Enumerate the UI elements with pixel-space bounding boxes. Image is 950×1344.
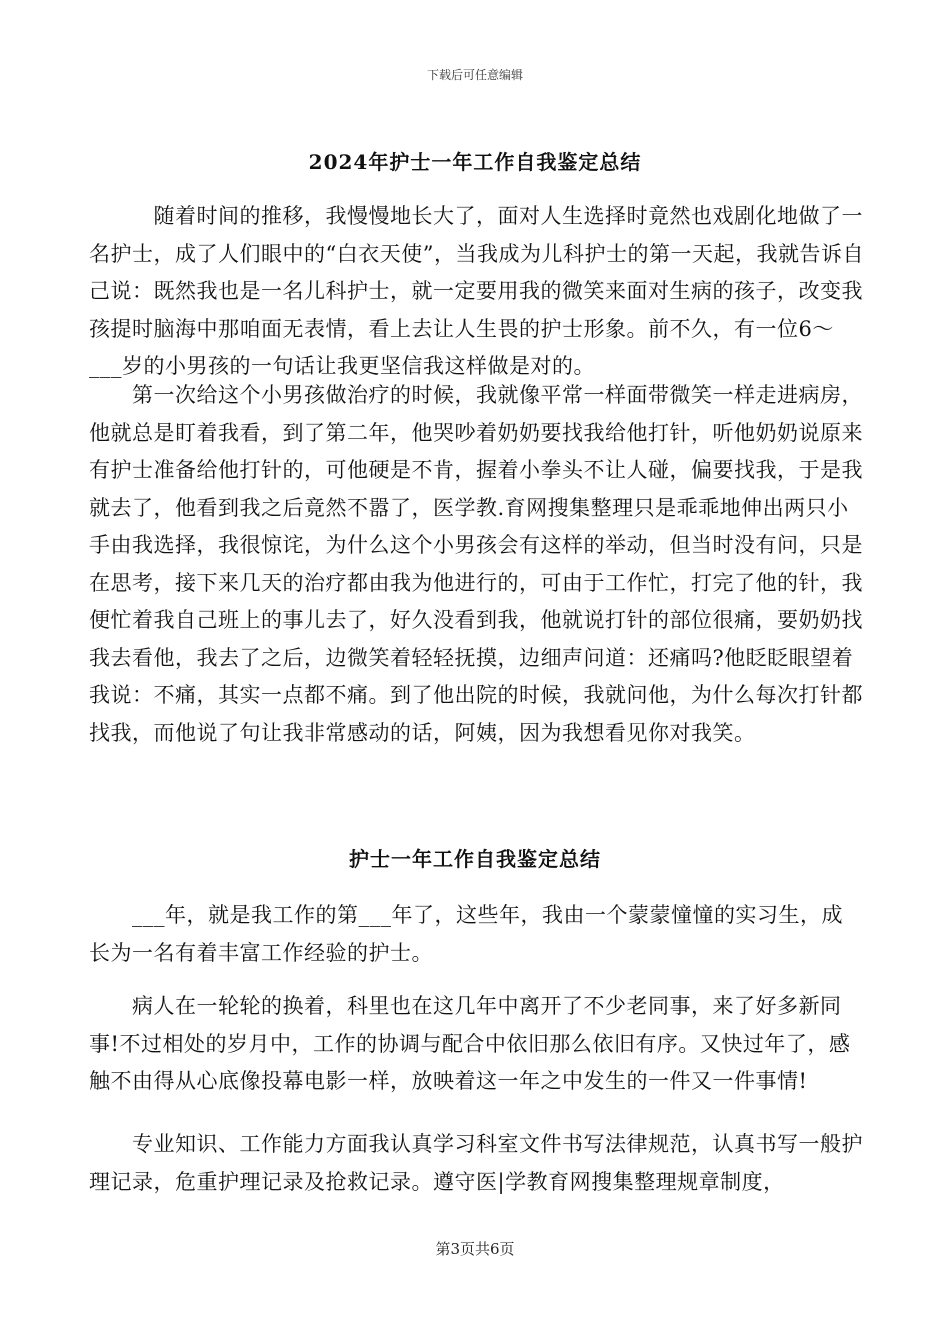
paragraph (89, 198, 864, 386)
paragraph-text: 专业知识、工作能力方面我认真学习科室文件书写法律规范，认真书写一般护理记录，危重护理记录及抢救记录。遵守医|学教育网搜集整理规章制度， (89, 1132, 863, 1194)
paragraph (89, 1126, 864, 1201)
paragraph (89, 897, 864, 972)
paragraph-text: 第一次给这个小男孩做治疗的时候，我就像平常一样面带微笑一样走进病房，他就总是盯着我看，到了第二年，他哭吵着奶奶要找我给他打针，听他奶奶说原来有护士准备给他打针的，可他硬是不肯，握着小拳头不让人碰，偏要找我，于是我就去了，他看到我之后竟然不嚣了，医学教.育网搜集整理只是乖乖地伸出两只小手由我选择，我很惊诧，为什么这个小男孩会有这样的举动，但当时没有问，只是在思考，接下来几天的治疗都由我为他进行的，可由于工作忙，打完了他的针，我便忙着我自己班上的事儿去了，好久没看到我，他就说打针的部位很痛，要奶奶找我去看他，我去了之后，边微笑着轻轻抚摸，边细声问道：还痛吗?他眨眨眼望着我说：不痛，其实一点都不痛。到了他出院的时候，我就问他，为什么每次打针都找我，而他说了句让我非常感动的话，阿姨，因为我想看见你对我笑。 (89, 383, 863, 745)
document-title: 2024年护士一年工作自我鉴定总结 (308, 150, 642, 174)
paragraph-text: ___年，就是我工作的第___年了，这些年，我由一个蒙蒙憧憧的实习生，成长为一名有着丰富工作经验的护士。 (89, 903, 843, 965)
paragraph-text: 病人在一轮轮的换着，科里也在这几年中离开了不少老同事，来了好多新同事!不过相处的岁月中，工作的协调与配合中依旧那么依旧有序。又快过年了，感触不由得从心底像投幕电影一样，放映着这一年之中发生的一件又一件事情! (89, 994, 851, 1093)
paragraph-text: 随着时间的推移，我慢慢地长大了，面对人生选择时竟然也戏剧化地做了一名护士，成了人们眼中的“白衣天使”，当我成为儿科护士的第一天起，我就告诉自己说：既然我也是一名儿科护士，就一定要用我的微笑来面对生病的孩子，改变我孩提时脑海中那咱面无表情，看上去让人生畏的护士形象。前不久，有一位6～___岁的小男孩的一句话让我更坚信我这样做是对的。 (89, 204, 864, 378)
page-number-footer: 第3页共6页 (435, 1240, 515, 1258)
paragraph (89, 377, 864, 752)
header-note: 下载后可任意编辑 (426, 68, 523, 82)
section-title: 护士一年工作自我鉴定总结 (349, 847, 601, 871)
paragraph (89, 988, 864, 1101)
